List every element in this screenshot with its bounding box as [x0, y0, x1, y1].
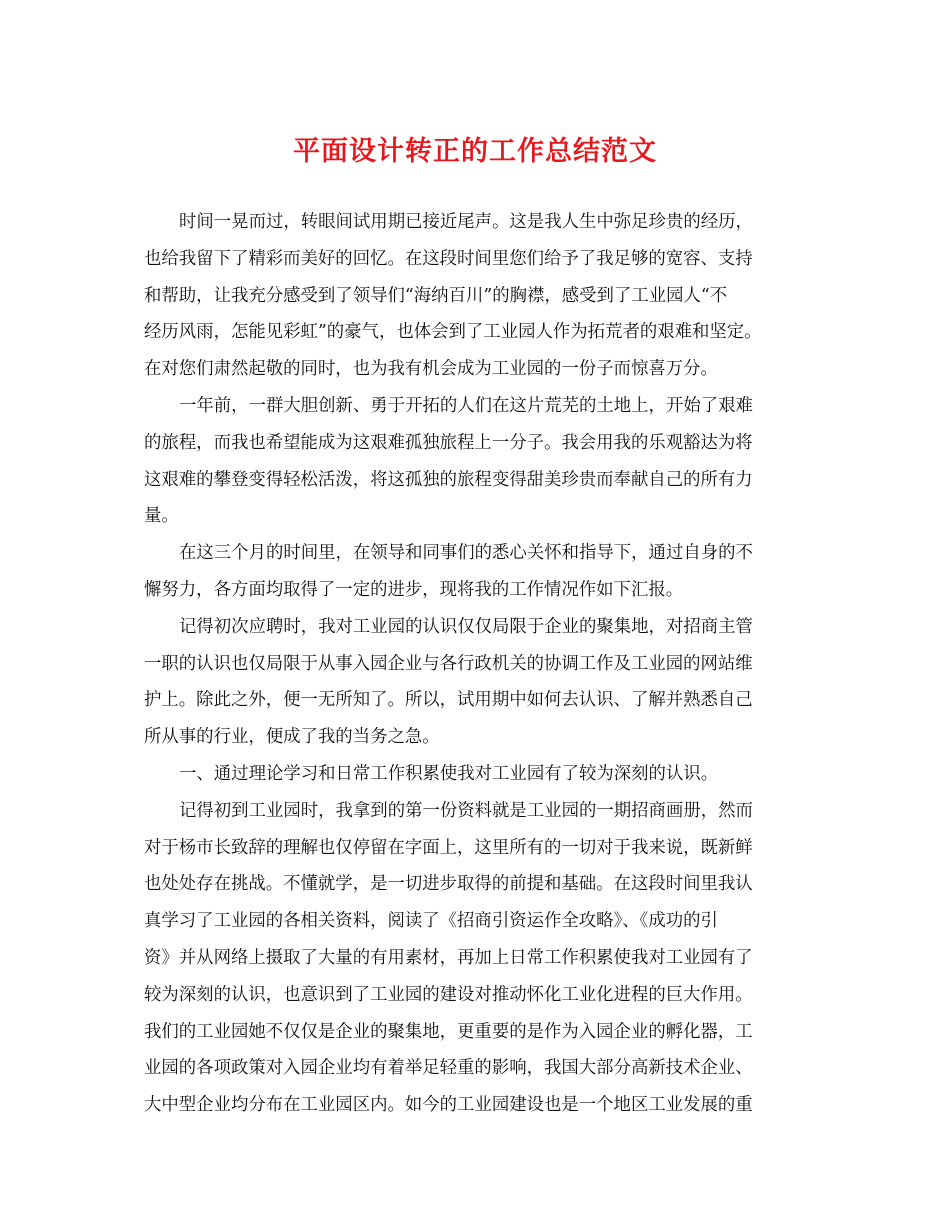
text-line: 真学习了工业园的各相关资料，阅读了《招商引资运作全攻略》、《成功的引	[144, 911, 718, 932]
text-line: 和帮助，让我充分感受到了领导们“海纳百川”的胸襟，感受到了工业园人“不	[144, 285, 728, 306]
text-line: 对于杨市长致辞的理解也仅停留在字面上，这里所有的一切对于我来说，既新鲜	[144, 837, 753, 858]
document-title: 平面设计转正的工作总结范文	[293, 136, 657, 167]
text-line: 一、通过理论学习和日常工作积累使我对工业园有了较为深刻的认识。	[179, 764, 719, 784]
text-line: 资》并从网络上摄取了大量的有用素材，再加上日常工作积累使我对工业园有了	[144, 948, 753, 968]
text-line: 护上。除此之外，便一无所知了。所以，试用期中如何去认识、了解并熟悉自己	[144, 690, 753, 711]
text-line: 所从事的行业，便成了我的当务之急。	[144, 727, 440, 748]
text-line: 业园的各项政策对入园企业均有着举足轻重的影响，我国大部分高新技术企业、	[144, 1058, 753, 1079]
text-line: 的旅程，而我也希望能成为这艰难孤独旅程上一分子。我会用我的乐观豁达为将	[144, 432, 753, 453]
text-line: 也处处存在挑战。不懂就学，是一切进步取得的前提和基础。在这段时间里我认	[144, 874, 753, 895]
text-line: 我们的工业园她不仅仅是企业的聚集地，更重要的是作为入园企业的孵化器，工	[144, 1021, 753, 1042]
text-line: 在对您们肃然起敬的同时，也为我有机会成为工业园的一份子而惊喜万分。	[144, 359, 718, 380]
text-line: 一年前，一群大胆创新、勇于开拓的人们在这片荒芜的土地上，开始了艰难	[179, 396, 753, 416]
text-line: 量。	[144, 506, 179, 527]
text-line: 一职的认识也仅局限于从事入园企业与各行政机关的协调工作及工业园的网站维	[144, 653, 753, 674]
text-line: 经历风雨，怎能见彩虹”的豪气，也体会到了工业园人作为拓荒者的艰难和坚定。	[144, 322, 762, 343]
text-line: 大中型企业均分布在工业园区内。如今的工业园建设也是一个地区工业发展的重	[144, 1095, 753, 1116]
text-line: 较为深刻的认识，也意识到了工业园的建设对推动怀化工业化进程的巨大作用。	[144, 984, 753, 1005]
text-line: 在这三个月的时间里，在领导和同事们的悉心关怀和指导下，通过自身的不	[179, 543, 753, 564]
text-line: 记得初到工业园时，我拿到的第一份资料就是工业园的一期招商画册，然而	[179, 800, 753, 821]
text-line: 记得初次应聘时，我对工业园的认识仅仅局限于企业的聚集地，对招商主管	[179, 616, 753, 637]
text-line: 也给我留下了精彩而美好的回忆。在这段时间里您们给予了我足够的宽容、支持	[144, 248, 753, 269]
text-line: 这艰难的攀登变得轻松活泼，将这孤独的旅程变得甜美珍贵而奉献自己的所有力	[144, 469, 753, 490]
text-line: 懈努力，各方面均取得了一定的进步，现将我的工作情况作如下汇报。	[144, 580, 684, 600]
text-line: 时间一晃而过，转眼间试用期已接近尾声。这是我人生中弥足珍贵的经历，	[179, 212, 753, 232]
